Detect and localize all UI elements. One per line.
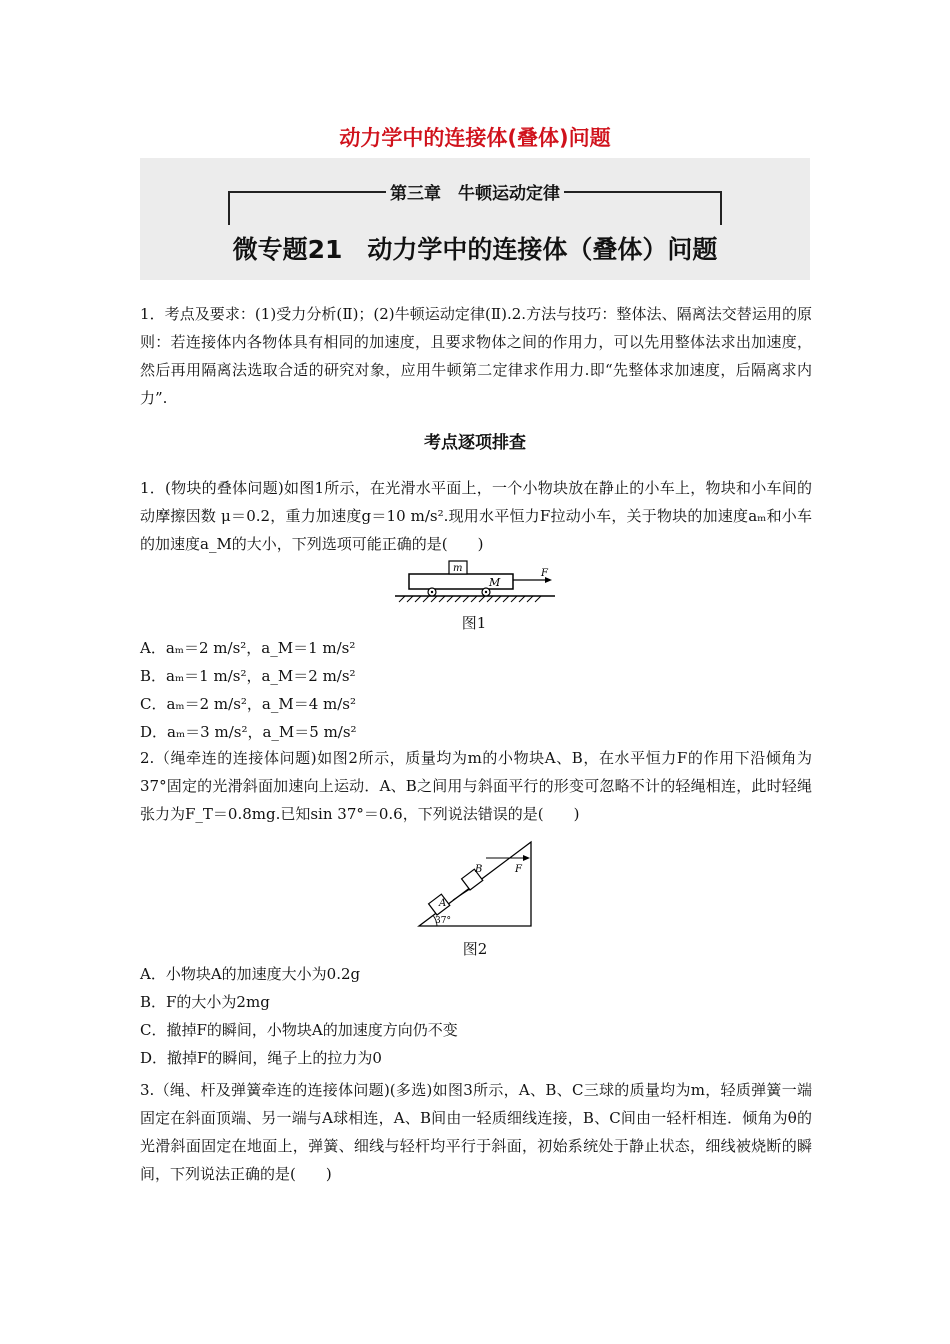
q2-option-c: C．撤掉F的瞬间，小物块A的加速度方向仍不变 xyxy=(140,1021,458,1039)
q3-stem: 3.（绳、杆及弹簧牵连的连接体问题)(多选)如图3所示，A、B、C三球的质量均为m，轻质弹簧一端固定在斜面顶端、另一端与A球相连，A、B间由一轻质细线连接，B、C间由一轻杆相连．倾角为θ的光滑斜面固定在地面上，弹簧、细线与轻杆均平行于斜面，初始系统处于静止状态，细线被烧断的瞬间，下列说法正确的是( ) xyxy=(140,1081,812,1183)
chapter-title: 第三章 牛顿运动定律 xyxy=(390,184,560,204)
label-angle: 37° xyxy=(435,916,451,926)
q2-stem: 2.（绳牵连的连接体问题)如图2所示，质量均为m的小物块A、B，在水平恒力F的作用下沿倾角为37°固定的光滑斜面加速向上运动．A、B之间用与斜面平行的形变可忽略不计的轻绳相连，此时轻绳张力为F_T＝0.8mg.已知sin 37°＝0.6，下列说法错误的是( ) xyxy=(140,749,812,823)
label-B: B xyxy=(475,864,483,875)
intro-paragraph: 1．考点及要求：(1)受力分析(Ⅱ)；(2)牛顿运动定律(Ⅱ).2.方法与技巧：整体法、隔离法交替运用的原则：若连接体内各物体具有相同的加速度，且要求物体之间的作用力，可以先用整体法求出加速度，然后再用隔离法选取合适的研究对象，应用牛顿第二定律求作用力.即“先整体求加速度，后隔离求内力”. xyxy=(140,305,812,407)
q2-option-b: B．F的大小为2mg xyxy=(140,993,270,1011)
chapter-banner xyxy=(140,158,810,280)
q1-option-d: D．aₘ＝3 m/s²，a_M＝5 m/s² xyxy=(140,723,357,741)
label-m: m xyxy=(453,563,463,574)
q1-option-a: A．aₘ＝2 m/s²，a_M＝1 m/s² xyxy=(140,639,356,657)
document-title: 动力学中的连接体(叠体)问题 xyxy=(339,126,611,150)
q1-option-c: C．aₘ＝2 m/s²，a_M＝4 m/s² xyxy=(140,695,357,713)
figure-1-cart xyxy=(395,560,565,606)
q1-option-b: B．aₘ＝1 m/s²，a_M＝2 m/s² xyxy=(140,667,356,685)
figure-2-caption: 图2 xyxy=(462,940,488,958)
topic-title: 微专题21 动力学中的连接体（叠体）问题 xyxy=(232,235,718,264)
label-F: F xyxy=(541,568,548,579)
label-A: A xyxy=(439,898,447,909)
q2-option-a: A．小物块A的加速度大小为0.2g xyxy=(140,965,361,983)
label-M: M xyxy=(489,576,501,589)
q2-option-d: D．撤掉F的瞬间，绳子上的拉力为0 xyxy=(140,1049,382,1067)
section-title: 考点逐项排查 xyxy=(424,433,526,453)
label-F2: F xyxy=(515,864,522,875)
figure-1-caption: 图1 xyxy=(461,614,487,632)
figure-2-incline xyxy=(415,838,540,930)
q1-stem: 1．(物块的叠体问题)如图1所示，在光滑水平面上，一个小物块放在静止的小车上，物块和小车间的动摩擦因数 μ＝0.2，重力加速度g＝10 m/s².现用水平恒力F拉动小车，关于物块的加速度aₘ和小车的加速度a_M的大小，下列选项可能正确的是( ) xyxy=(140,479,812,553)
